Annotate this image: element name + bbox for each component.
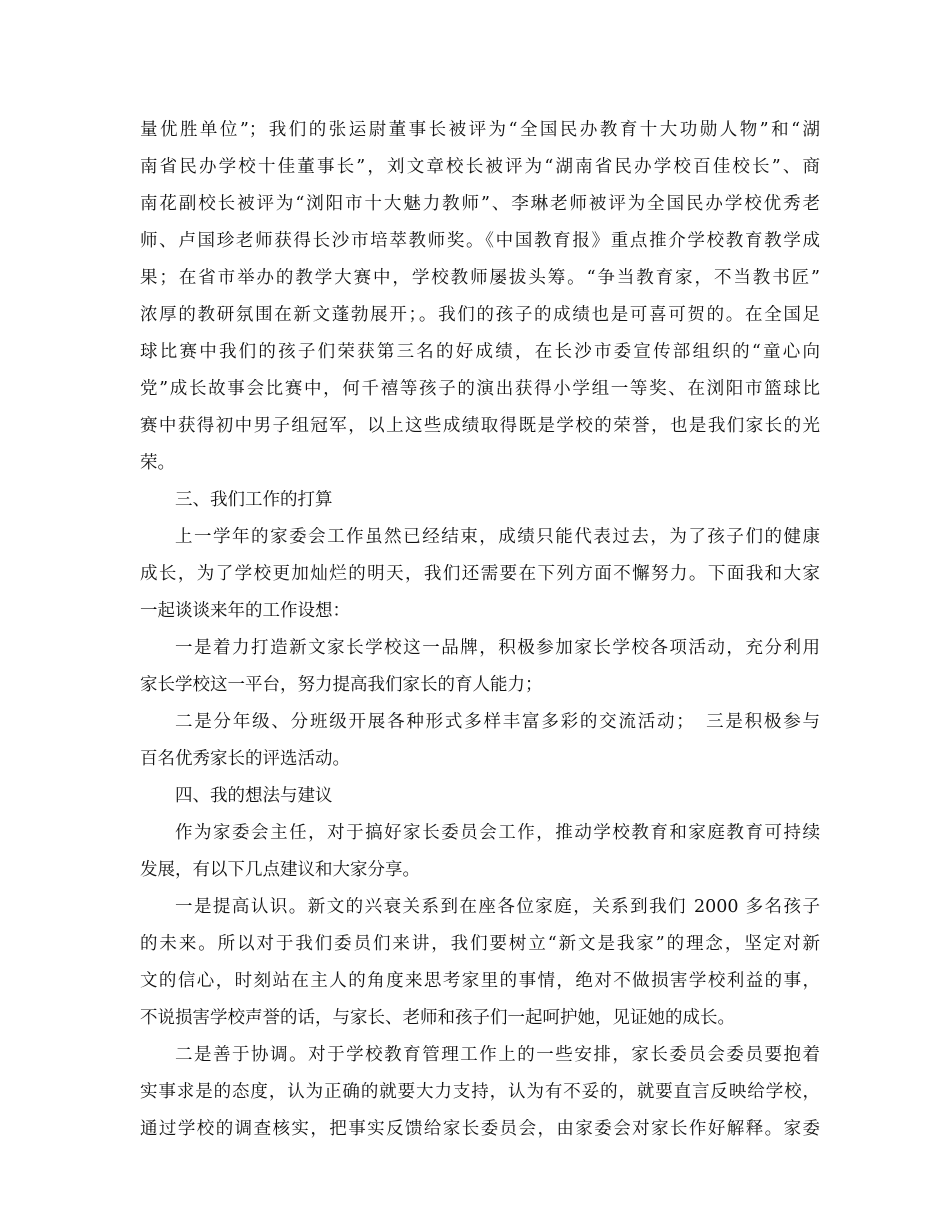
text-line: 百名优秀家长的评选活动。 <box>140 749 350 769</box>
text-line: 实事求是的态度，认为正确的就要大力支持，认为有不妥的，就要直言反映给学校， <box>140 1082 820 1102</box>
text-line: 师、卢国珍老师获得长沙市培萃教师奖。《中国教育报》重点推介学校教育教学成 <box>140 231 820 251</box>
text-line: 四、我的想法与建议 <box>175 786 333 806</box>
text-line: 通过学校的调查核实，把事实反馈给家长委员会，由家委会对家长作好解释。家委 <box>140 1119 820 1139</box>
text-line: 发展，有以下几点建议和大家分享。 <box>140 860 420 880</box>
text-line: 的未来。所以对于我们委员们来讲，我们要树立“新文是我家”的理念，坚定对新 <box>140 934 820 954</box>
text-line: 南省民办学校十佳董事长”，刘文章校长被评为“湖南省民办学校百佳校长”、商 <box>140 157 820 177</box>
text-line: 浓厚的教研氛围在新文蓬勃展开；。我们的孩子的成绩也是可喜可贺的。在全国足 <box>140 305 820 325</box>
text-line: 量优胜单位”；我们的张运尉董事长被评为“全国民办教育十大功勋人物”和“湖 <box>140 120 820 140</box>
text-line: 荣。 <box>140 453 175 473</box>
document-body <box>140 112 820 1148</box>
text-line: 一是着力打造新文家长学校这一品牌，积极参加家长学校各项活动，充分利用 <box>175 638 820 658</box>
text-line: 二是善于协调。对于学校教育管理工作上的一些安排，家长委员会委员要抱着 <box>175 1045 820 1065</box>
text-line: 党”成长故事会比赛中，何千禧等孩子的演出获得小学组一等奖、在浏阳市篮球比 <box>140 379 820 399</box>
text-line: 作为家委会主任，对于搞好家长委员会工作，推动学校教育和家庭教育可持续 <box>175 823 820 843</box>
text-line: 不说损害学校声誉的话，与家长、老师和孩子们一起呵护她，见证她的成长。 <box>140 1008 735 1028</box>
text-line: 果；在省市举办的教学大赛中，学校教师屡拔头筹。“争当教育家，不当教书匠” <box>140 268 820 288</box>
text-line: 文的信心，时刻站在主人的角度来思考家里的事情，绝对不做损害学校利益的事， <box>140 971 820 991</box>
text-line: 家长学校这一平台，努力提高我们家长的育人能力； <box>140 675 543 695</box>
text-line: 一是提高认识。新文的兴衰关系到在座各位家庭，关系到我们 2000 多名孩子 <box>175 897 820 917</box>
text-line: 上一学年的家委会工作虽然已经结束，成绩只能代表过去，为了孩子们的健康 <box>175 527 820 547</box>
text-line: 南花副校长被评为“浏阳市十大魅力教师”、李琳老师被评为全国民办学校优秀老 <box>140 194 820 214</box>
text-line: 三、我们工作的打算 <box>175 490 333 510</box>
text-line: 一起谈谈来年的工作设想： <box>140 601 350 621</box>
text-line: 球比赛中我们的孩子们荣获第三名的好成绩，在长沙市委宣传部组织的“童心向 <box>140 342 820 362</box>
text-line: 二是分年级、分班级开展各种形式多样丰富多彩的交流活动； 三是积极参与 <box>175 712 820 732</box>
text-line: 赛中获得初中男子组冠军，以上这些成绩取得既是学校的荣誉，也是我们家长的光 <box>140 416 820 436</box>
text-line: 成长，为了学校更加灿烂的明天，我们还需要在下列方面不懈努力。下面我和大家 <box>140 564 820 584</box>
